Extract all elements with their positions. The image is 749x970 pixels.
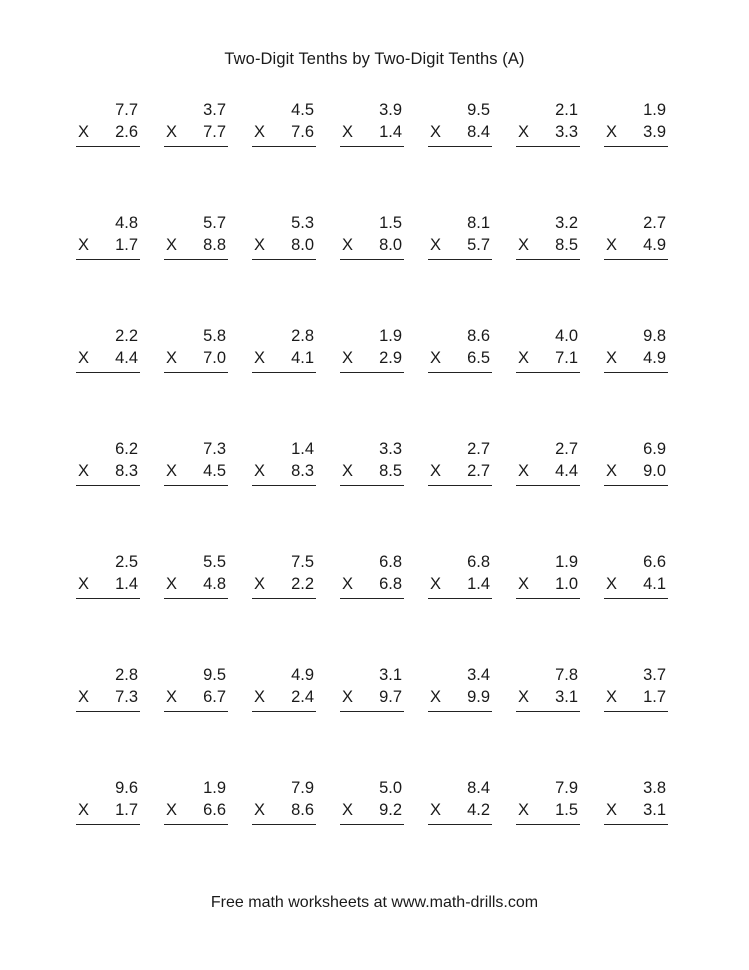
multiply-sign: X	[78, 123, 90, 141]
multiply-sign: X	[342, 123, 354, 141]
multiplier: 6.5	[467, 349, 490, 367]
multiplicand: 2.8	[291, 327, 314, 345]
answer-line	[164, 824, 228, 825]
multiplier: 1.4	[467, 575, 490, 593]
multiplicand: 2.7	[643, 214, 666, 232]
operator-row	[76, 235, 140, 255]
operator-row	[604, 122, 668, 142]
answer-line	[252, 598, 316, 599]
multiply-sign: X	[430, 688, 442, 706]
multiplicand: 7.9	[291, 779, 314, 797]
answer-line	[340, 824, 404, 825]
problem	[604, 778, 668, 828]
multiplier: 5.7	[467, 236, 490, 254]
problem	[340, 665, 404, 715]
multiplicand: 7.5	[291, 553, 314, 571]
multiplicand: 1.4	[291, 440, 314, 458]
multiplier: 4.4	[115, 349, 138, 367]
multiplier: 1.5	[555, 801, 578, 819]
multiplier: 8.8	[203, 236, 226, 254]
answer-line	[164, 372, 228, 373]
problem	[76, 439, 140, 489]
multiplicand: 5.8	[203, 327, 226, 345]
operator-row	[604, 800, 668, 820]
answer-line	[604, 259, 668, 260]
answer-line	[516, 598, 580, 599]
operator-row	[428, 461, 492, 481]
multiplicand: 1.9	[643, 101, 666, 119]
problem	[164, 213, 228, 263]
multiplicand: 3.2	[555, 214, 578, 232]
multiplicand: 4.8	[115, 214, 138, 232]
problem	[428, 665, 492, 715]
multiplicand: 9.8	[643, 327, 666, 345]
problem	[516, 439, 580, 489]
multiplicand: 4.0	[555, 327, 578, 345]
multiplier: 8.0	[291, 236, 314, 254]
operator-row	[428, 348, 492, 368]
operator-row	[340, 574, 404, 594]
multiplicand: 9.5	[467, 101, 490, 119]
multiplicand: 5.0	[379, 779, 402, 797]
answer-line	[76, 372, 140, 373]
multiplier: 9.0	[643, 462, 666, 480]
multiplier: 8.3	[291, 462, 314, 480]
answer-line	[340, 146, 404, 147]
multiplier: 1.4	[379, 123, 402, 141]
multiply-sign: X	[518, 688, 530, 706]
multiplier: 6.7	[203, 688, 226, 706]
multiply-sign: X	[254, 801, 266, 819]
multiplicand: 6.2	[115, 440, 138, 458]
problem	[76, 778, 140, 828]
multiplicand: 4.5	[291, 101, 314, 119]
answer-line	[76, 824, 140, 825]
multiply-sign: X	[606, 575, 618, 593]
answer-line	[340, 485, 404, 486]
problem	[604, 665, 668, 715]
problem	[428, 439, 492, 489]
multiply-sign: X	[342, 575, 354, 593]
multiply-sign: X	[166, 462, 178, 480]
multiplier: 9.7	[379, 688, 402, 706]
multiply-sign: X	[78, 236, 90, 254]
multiply-sign: X	[342, 462, 354, 480]
answer-line	[428, 259, 492, 260]
multiply-sign: X	[606, 349, 618, 367]
multiplier: 7.0	[203, 349, 226, 367]
problem	[164, 552, 228, 602]
answer-line	[604, 711, 668, 712]
problem	[76, 665, 140, 715]
problem	[604, 326, 668, 376]
multiplicand: 8.1	[467, 214, 490, 232]
problem	[604, 439, 668, 489]
multiplicand: 2.7	[467, 440, 490, 458]
operator-row	[428, 687, 492, 707]
multiply-sign: X	[166, 349, 178, 367]
multiplicand: 3.7	[643, 666, 666, 684]
operator-row	[252, 348, 316, 368]
multiplier: 3.1	[643, 801, 666, 819]
operator-row	[516, 235, 580, 255]
problem	[164, 665, 228, 715]
multiplier: 8.6	[291, 801, 314, 819]
operator-row	[604, 235, 668, 255]
answer-line	[428, 598, 492, 599]
multiply-sign: X	[166, 688, 178, 706]
multiplicand: 6.6	[643, 553, 666, 571]
multiplicand: 3.8	[643, 779, 666, 797]
problem	[604, 213, 668, 263]
problem	[604, 552, 668, 602]
operator-row	[428, 235, 492, 255]
multiplicand: 9.6	[115, 779, 138, 797]
problem	[340, 213, 404, 263]
multiplicand: 2.7	[555, 440, 578, 458]
multiply-sign: X	[606, 462, 618, 480]
multiplier: 4.9	[643, 236, 666, 254]
answer-line	[604, 372, 668, 373]
operator-row	[76, 800, 140, 820]
answer-line	[164, 711, 228, 712]
multiplicand: 1.5	[379, 214, 402, 232]
answer-line	[164, 259, 228, 260]
multiplicand: 1.9	[203, 779, 226, 797]
multiply-sign: X	[430, 801, 442, 819]
answer-line	[76, 598, 140, 599]
multiplier: 7.7	[203, 123, 226, 141]
answer-line	[516, 372, 580, 373]
answer-line	[428, 146, 492, 147]
answer-line	[604, 824, 668, 825]
multiplier: 9.9	[467, 688, 490, 706]
operator-row	[340, 687, 404, 707]
operator-row	[516, 122, 580, 142]
multiply-sign: X	[430, 462, 442, 480]
answer-line	[76, 146, 140, 147]
answer-line	[428, 711, 492, 712]
operator-row	[604, 461, 668, 481]
problem	[76, 213, 140, 263]
multiply-sign: X	[430, 349, 442, 367]
answer-line	[516, 711, 580, 712]
multiplier: 6.8	[379, 575, 402, 593]
multiply-sign: X	[78, 462, 90, 480]
multiplier: 8.5	[379, 462, 402, 480]
multiply-sign: X	[606, 801, 618, 819]
multiply-sign: X	[518, 462, 530, 480]
problem	[252, 665, 316, 715]
multiplier: 1.0	[555, 575, 578, 593]
problem	[340, 326, 404, 376]
multiply-sign: X	[78, 801, 90, 819]
multiply-sign: X	[518, 349, 530, 367]
answer-line	[252, 485, 316, 486]
answer-line	[340, 711, 404, 712]
operator-row	[604, 687, 668, 707]
answer-line	[340, 372, 404, 373]
problem	[428, 213, 492, 263]
multiply-sign: X	[606, 236, 618, 254]
operator-row	[516, 574, 580, 594]
multiplicand: 3.4	[467, 666, 490, 684]
multiply-sign: X	[430, 575, 442, 593]
multiplicand: 7.8	[555, 666, 578, 684]
problems-grid	[76, 100, 668, 891]
operator-row	[164, 348, 228, 368]
multiply-sign: X	[254, 688, 266, 706]
operator-row	[76, 687, 140, 707]
operator-row	[252, 574, 316, 594]
problem	[340, 439, 404, 489]
multiplicand: 3.7	[203, 101, 226, 119]
problem	[76, 326, 140, 376]
answer-line	[76, 485, 140, 486]
operator-row	[76, 461, 140, 481]
operator-row	[516, 461, 580, 481]
multiply-sign: X	[518, 575, 530, 593]
answer-line	[340, 259, 404, 260]
multiplier: 7.6	[291, 123, 314, 141]
multiply-sign: X	[166, 575, 178, 593]
operator-row	[340, 235, 404, 255]
multiply-sign: X	[254, 123, 266, 141]
operator-row	[164, 235, 228, 255]
multiply-sign: X	[606, 123, 618, 141]
multiplicand: 1.9	[555, 553, 578, 571]
problem	[516, 213, 580, 263]
answer-line	[604, 485, 668, 486]
operator-row	[252, 687, 316, 707]
problem	[428, 100, 492, 150]
problem	[340, 552, 404, 602]
multiplier: 4.2	[467, 801, 490, 819]
multiplicand: 7.7	[115, 101, 138, 119]
answer-line	[428, 485, 492, 486]
multiplier: 7.1	[555, 349, 578, 367]
multiply-sign: X	[342, 801, 354, 819]
multiplier: 4.5	[203, 462, 226, 480]
multiply-sign: X	[166, 123, 178, 141]
problem	[164, 326, 228, 376]
answer-line	[252, 372, 316, 373]
multiply-sign: X	[606, 688, 618, 706]
problem	[252, 326, 316, 376]
answer-line	[76, 711, 140, 712]
multiplier: 2.6	[115, 123, 138, 141]
multiplier: 8.0	[379, 236, 402, 254]
multiply-sign: X	[342, 349, 354, 367]
page-title: Two-Digit Tenths by Two-Digit Tenths (A)	[224, 50, 525, 68]
operator-row	[164, 122, 228, 142]
answer-line	[252, 711, 316, 712]
multiplicand: 6.8	[467, 553, 490, 571]
problem	[516, 326, 580, 376]
multiplier: 3.3	[555, 123, 578, 141]
multiplicand: 6.9	[643, 440, 666, 458]
operator-row	[516, 348, 580, 368]
multiply-sign: X	[78, 349, 90, 367]
operator-row	[164, 800, 228, 820]
multiplicand: 7.3	[203, 440, 226, 458]
multiplier: 1.7	[115, 236, 138, 254]
problem	[516, 665, 580, 715]
operator-row	[604, 348, 668, 368]
problem	[516, 778, 580, 828]
problem	[516, 552, 580, 602]
operator-row	[164, 687, 228, 707]
multiply-sign: X	[254, 462, 266, 480]
multiplier: 2.7	[467, 462, 490, 480]
problem	[340, 100, 404, 150]
problem	[252, 552, 316, 602]
answer-line	[516, 485, 580, 486]
problem	[428, 778, 492, 828]
problem	[252, 439, 316, 489]
problem	[164, 439, 228, 489]
multiplicand: 4.9	[291, 666, 314, 684]
problem	[340, 778, 404, 828]
answer-line	[428, 372, 492, 373]
answer-line	[604, 598, 668, 599]
multiplicand: 8.6	[467, 327, 490, 345]
multiply-sign: X	[518, 236, 530, 254]
multiplier: 4.4	[555, 462, 578, 480]
multiplier: 8.3	[115, 462, 138, 480]
problem	[164, 778, 228, 828]
multiplicand: 6.8	[379, 553, 402, 571]
operator-row	[340, 800, 404, 820]
multiplicand: 2.1	[555, 101, 578, 119]
multiply-sign: X	[430, 236, 442, 254]
problem	[252, 778, 316, 828]
operator-row	[252, 461, 316, 481]
multiplier: 9.2	[379, 801, 402, 819]
multiply-sign: X	[342, 236, 354, 254]
answer-line	[252, 824, 316, 825]
multiplicand: 9.5	[203, 666, 226, 684]
answer-line	[340, 598, 404, 599]
operator-row	[164, 461, 228, 481]
multiplicand: 7.9	[555, 779, 578, 797]
multiplicand: 1.9	[379, 327, 402, 345]
operator-row	[428, 122, 492, 142]
multiplicand: 2.2	[115, 327, 138, 345]
multiply-sign: X	[254, 575, 266, 593]
multiplicand: 3.3	[379, 440, 402, 458]
problem	[604, 100, 668, 150]
operator-row	[516, 687, 580, 707]
multiply-sign: X	[166, 801, 178, 819]
multiplicand: 3.1	[379, 666, 402, 684]
operator-row	[340, 461, 404, 481]
answer-line	[164, 485, 228, 486]
multiply-sign: X	[166, 236, 178, 254]
multiplicand: 8.4	[467, 779, 490, 797]
multiplicand: 5.5	[203, 553, 226, 571]
operator-row	[252, 800, 316, 820]
multiplier: 8.4	[467, 123, 490, 141]
multiply-sign: X	[78, 575, 90, 593]
problem	[428, 326, 492, 376]
answer-line	[252, 259, 316, 260]
operator-row	[76, 122, 140, 142]
problem	[516, 100, 580, 150]
multiplier: 4.8	[203, 575, 226, 593]
multiplier: 4.1	[291, 349, 314, 367]
problem	[252, 100, 316, 150]
multiplier: 4.9	[643, 349, 666, 367]
problem	[428, 552, 492, 602]
answer-line	[164, 598, 228, 599]
multiplicand: 2.5	[115, 553, 138, 571]
problem	[252, 213, 316, 263]
operator-row	[428, 800, 492, 820]
multiplier: 1.7	[115, 801, 138, 819]
answer-line	[516, 259, 580, 260]
multiply-sign: X	[518, 123, 530, 141]
multiplier: 7.3	[115, 688, 138, 706]
multiplier: 8.5	[555, 236, 578, 254]
operator-row	[252, 235, 316, 255]
answer-line	[76, 259, 140, 260]
operator-row	[252, 122, 316, 142]
multiply-sign: X	[430, 123, 442, 141]
operator-row	[428, 574, 492, 594]
answer-line	[428, 824, 492, 825]
operator-row	[340, 348, 404, 368]
operator-row	[76, 574, 140, 594]
multiplier: 2.9	[379, 349, 402, 367]
problem	[76, 552, 140, 602]
multiplicand: 2.8	[115, 666, 138, 684]
operator-row	[76, 348, 140, 368]
footer-text: Free math worksheets at www.math-drills.com	[210, 894, 539, 911]
multiply-sign: X	[254, 236, 266, 254]
multiplicand: 5.3	[291, 214, 314, 232]
multiplicand: 3.9	[379, 101, 402, 119]
multiply-sign: X	[254, 349, 266, 367]
answer-line	[516, 146, 580, 147]
answer-line	[252, 146, 316, 147]
multiplier: 2.4	[291, 688, 314, 706]
operator-row	[604, 574, 668, 594]
operator-row	[516, 800, 580, 820]
problem	[164, 100, 228, 150]
multiply-sign: X	[518, 801, 530, 819]
answer-line	[164, 146, 228, 147]
multiplier: 3.9	[643, 123, 666, 141]
multiplier: 1.4	[115, 575, 138, 593]
multiplier: 6.6	[203, 801, 226, 819]
operator-row	[340, 122, 404, 142]
multiply-sign: X	[342, 688, 354, 706]
operator-row	[164, 574, 228, 594]
multiplier: 1.7	[643, 688, 666, 706]
multiplicand: 5.7	[203, 214, 226, 232]
multiplier: 4.1	[643, 575, 666, 593]
multiplier: 3.1	[555, 688, 578, 706]
multiply-sign: X	[78, 688, 90, 706]
multiplier: 2.2	[291, 575, 314, 593]
answer-line	[516, 824, 580, 825]
answer-line	[604, 146, 668, 147]
problem	[76, 100, 140, 150]
